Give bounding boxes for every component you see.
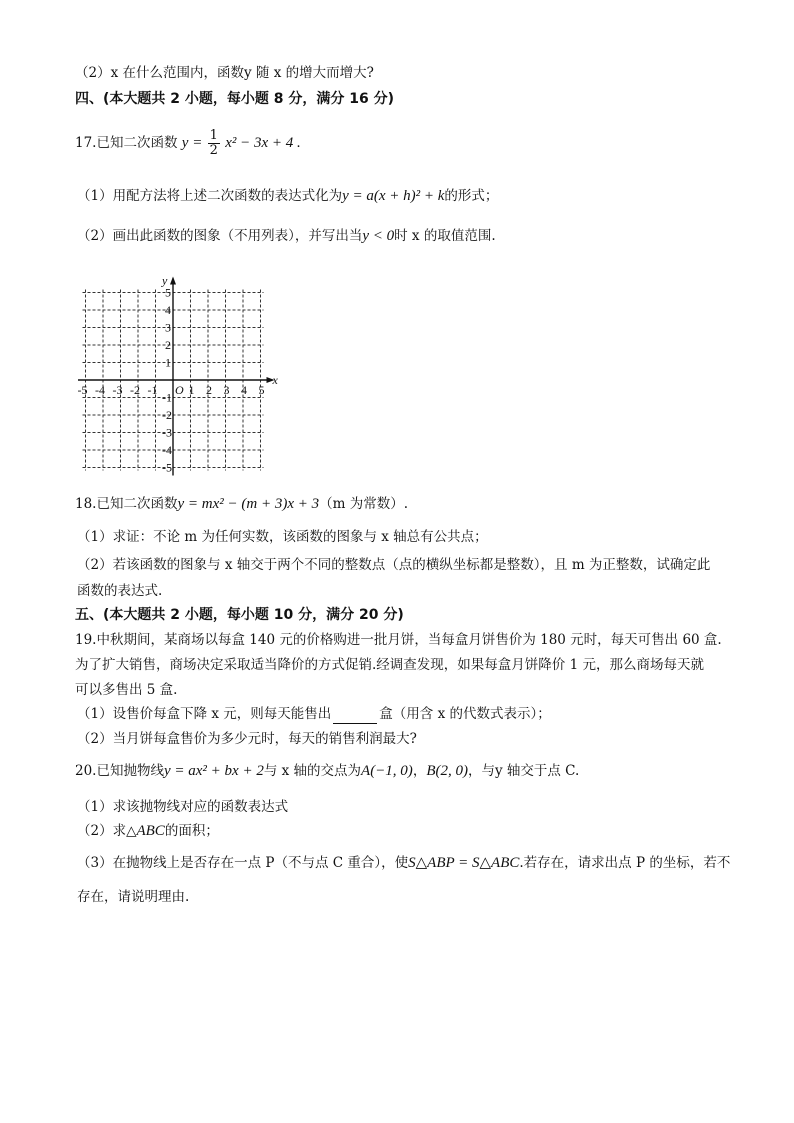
y-tick-label: -2 (162, 408, 172, 422)
y-tick-label: 3 (165, 320, 171, 335)
x-tick-label: 2 (206, 383, 212, 397)
q17-part2: （2）画出此函数的图象（不用列表），并写出当y < 0时 x 的取值范围. (77, 228, 496, 244)
section-5-heading: 五、(本大题共 2 小题，每小题 10 分，满分 20 分) (75, 607, 404, 623)
origin-label: O (175, 383, 184, 397)
answer-blank[interactable] (333, 709, 377, 724)
q19-part1: （1）设售价每盒下降 x 元，则每天能售出 盒（用含 x 的代数式表示）； (77, 706, 551, 722)
q19-line2: 为了扩大销售，商场决定采取适当降价的方式促销.经调查发现，如果每盒月饼降价 1 元，那么商场每天就 (75, 657, 704, 673)
x-tick-label: -3 (112, 383, 123, 397)
x-tick-label: 5 (258, 383, 265, 397)
y-axis-arrow (170, 277, 176, 285)
q20-part3-line2: 存在，请说明理由. (77, 889, 190, 905)
q17-prefix: 17.已知二次函数 (75, 135, 178, 151)
y-tick-label: 5 (165, 285, 171, 300)
q17-equation: x² − 3x + 4 . (225, 135, 301, 151)
section-4-heading: 四、(本大题共 2 小题，每小题 8 分，满分 16 分) (75, 91, 395, 107)
y-tick-label: -4 (162, 443, 172, 457)
q18-part2-line1: （2）若该函数的图象与 x 轴交于两个不同的整数点（点的横纵坐标都是整数），且 m 为正整数，试确定此 (77, 557, 711, 573)
x-axis-label: x (272, 373, 278, 387)
q20-stem: 20.已知抛物线y = ax² + bx + 2与 x 轴的交点为A(−1, 0)，B(2, 0)，与y 轴交于点 C. (75, 763, 580, 779)
q18-part2-line2: 函数的表达式. (77, 583, 163, 599)
x-tick-label: -4 (95, 383, 105, 397)
q19-line3: 可以多售出 5 盒. (75, 682, 178, 698)
q20-part3: （3）在抛物线上是否存在一点 P（不与点 C 重合），使S△ABP = S△ABC.若存在，请求出点 P 的坐标，若不 (77, 855, 731, 871)
q19-part2: （2）当月饼每盒售价为多少元时，每天的销售利润最大? (77, 731, 417, 747)
x-tick-label: 3 (223, 383, 230, 397)
y-tick-label: 2 (165, 338, 171, 352)
q17-stem: 17.已知二次函数 y = $\frac{1}{2}$ x² − 3x + 4 . (75, 128, 301, 158)
y-tick-label: -3 (162, 425, 172, 440)
q16-part2: （2）x 在什么范围内，函数y 随 x 的增大而增大? (75, 65, 374, 81)
q18-part1: （1）求证：不论 m 为任何实数，该函数的图象与 x 轴总有公共点； (77, 529, 488, 545)
q19-line1: 19.中秋期间，某商场以每盒 140 元的价格购进一批月饼，当每盒月饼售价为 180 元时，每天可售出 60 盒. (75, 632, 722, 648)
q17-part1: （1）用配方法将上述二次函数的表达式化为y = a(x + h)² + k的形式； (77, 188, 499, 204)
coordinate-grid (78, 262, 278, 477)
q18-stem: 18.已知二次函数y = mx² − (m + 3)x + 3（m 为常数）. (75, 496, 408, 512)
y-tick-label: -5 (162, 460, 172, 475)
fraction-one-half: $\frac{1}{2}$ (209, 128, 218, 158)
q20-part1: （1）求该抛物线对应的函数表达式 (77, 799, 289, 815)
q20-part2: （2）求△ABC的面积； (77, 823, 219, 839)
y-tick-label: -1 (162, 390, 172, 405)
y-tick-label: 1 (165, 355, 171, 370)
x-tick-label: -2 (130, 383, 140, 397)
x-tick-label: -5 (78, 383, 88, 397)
x-tick-label: 1 (188, 383, 195, 397)
y-axis-label: y (162, 273, 168, 288)
y-tick-label: 4 (165, 303, 171, 317)
x-tick-label: 4 (241, 383, 247, 397)
x-tick-label: -1 (147, 383, 158, 397)
